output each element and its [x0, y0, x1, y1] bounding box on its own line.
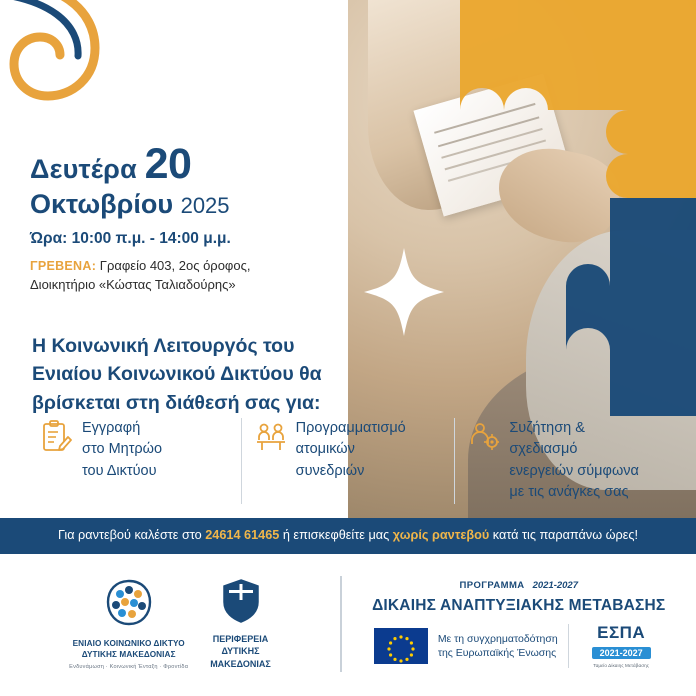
service-label-planning [509, 418, 654, 504]
footer-programme [342, 552, 696, 696]
service-label-scheduling [296, 418, 406, 482]
network-people-icon [98, 578, 160, 630]
sparkle-icon [364, 248, 444, 336]
cta-suffix: κατά τις παραπάνω ώρες! [489, 528, 639, 542]
service-1-line-3: του Δικτύου [82, 462, 157, 479]
footer [0, 552, 696, 696]
date-year: 2025 [180, 193, 230, 219]
eksd-title-line-1: ΕΝΙΑΙΟ ΚΟΙΝΩΝΙΚΟ ΔΙΚΤΥΟ [72, 639, 185, 649]
eu-flag-icon [374, 628, 428, 664]
cta-phone[interactable]: 24614 61465 [205, 528, 280, 542]
date-day-row [30, 140, 370, 188]
address-line-2: Διοικητήριο «Κώστας Ταλιαδούρης» [30, 276, 236, 292]
programme-top-row [459, 580, 578, 591]
region-line-2: ΔΥΤΙΚΗΣ [221, 646, 260, 657]
event-city: ΓΡΕΒΕΝΑ: [30, 258, 97, 273]
cta-prefix: Για ραντεβού καλέστε στο [57, 528, 206, 542]
cta-text [58, 528, 638, 542]
programme-funding-row [374, 624, 664, 668]
headline [32, 332, 352, 417]
headline-line-1: Η Κοινωνική Λειτουργός του [32, 335, 295, 358]
logo-eksd-subtitle: Ενδυνάμωση · Κοινωνική Ένταξη · Φροντίδα [69, 663, 189, 670]
espa-subtitle: Ταμείο Δίκαιης Μετάβασης [593, 663, 650, 668]
footer-logos-left [0, 552, 340, 696]
date-month: Οκτωβρίου [30, 189, 174, 220]
address-line-1: Γραφείο 403, 2ος όροφος, [99, 257, 251, 273]
headline-line-3: βρίσκεται στη διάθεσή σας για: [32, 391, 321, 414]
greek-coat-of-arms-icon [221, 578, 261, 624]
clipboard-pen-icon [42, 418, 72, 457]
services-list [28, 418, 668, 504]
service-label-registration [82, 418, 162, 482]
service-3-line-2: ενεργειών σύμφωνα [509, 462, 639, 479]
logo-region-title [210, 633, 271, 669]
service-1-line-2: στο Μητρώο [82, 441, 163, 458]
cofund-line-2: της Ευρωπαϊκής Ένωσης [437, 647, 557, 659]
espa-years: 2021-2027 [592, 647, 651, 659]
event-address [30, 257, 280, 294]
programme-years: 2021-2027 [532, 580, 578, 591]
cta-strip [0, 518, 696, 552]
event-time: Ώρα: 10:00 π.μ. - 14:00 μ.μ. [30, 229, 231, 247]
service-item-scheduling [241, 418, 455, 504]
event-date-block [30, 140, 370, 294]
date-month-row [30, 188, 370, 222]
programme-title: ΔΙΚΑΙΗΣ ΑΝΑΠΤΥΞΙΑΚΗΣ ΜΕΤΑΒΑΣΗΣ [372, 597, 666, 614]
espa-logo [568, 624, 664, 668]
date-day-number: 20 [144, 140, 192, 188]
date-day-name: Δευτέρα [30, 154, 137, 184]
person-gear-icon [469, 418, 499, 457]
service-1-line-1: Εγγραφή [82, 420, 141, 436]
cta-middle: ή επισκεφθείτε μας [279, 528, 393, 542]
service-2-line-1: Προγραμματισμό [295, 420, 406, 436]
main-content [0, 0, 370, 417]
cofund-line-1: Με τη συγχρηματοδότηση [437, 632, 558, 645]
eu-cofunding-text [438, 632, 558, 660]
service-2-line-3: συνεδριών [295, 462, 365, 479]
cta-highlight: χωρίς ραντεβού [392, 528, 490, 542]
region-line-3: ΜΑΚΕΔΟΝΙΑΣ [210, 658, 271, 669]
logo-eksd-title [69, 639, 188, 660]
region-line-1: ΠΕΡΙΦΕΡΕΙΑ [212, 634, 269, 645]
logo-eksd [69, 578, 188, 669]
service-2-line-2: ατομικών [295, 441, 355, 458]
people-meeting-icon [256, 418, 286, 457]
programme-kicker: ΠΡΟΓΡΑΜΜΑ [459, 580, 525, 591]
service-item-registration [28, 418, 241, 504]
headline-line-2: Ενιαίου Κοινωνικού Δικτύου θα [32, 363, 322, 386]
service-3-line-1: Συζήτηση & σχεδιασμό [509, 420, 585, 458]
logo-region [210, 578, 271, 669]
eksd-title-line-2: ΔΥΤΙΚΗΣ ΜΑΚΕΔΟΝΙΑΣ [81, 650, 176, 659]
espa-title: ΕΣΠΑ [597, 623, 646, 642]
service-item-planning [454, 418, 668, 504]
service-3-line-3: με τις ανάγκες σας [509, 484, 629, 501]
footer-top-rule [0, 552, 696, 554]
